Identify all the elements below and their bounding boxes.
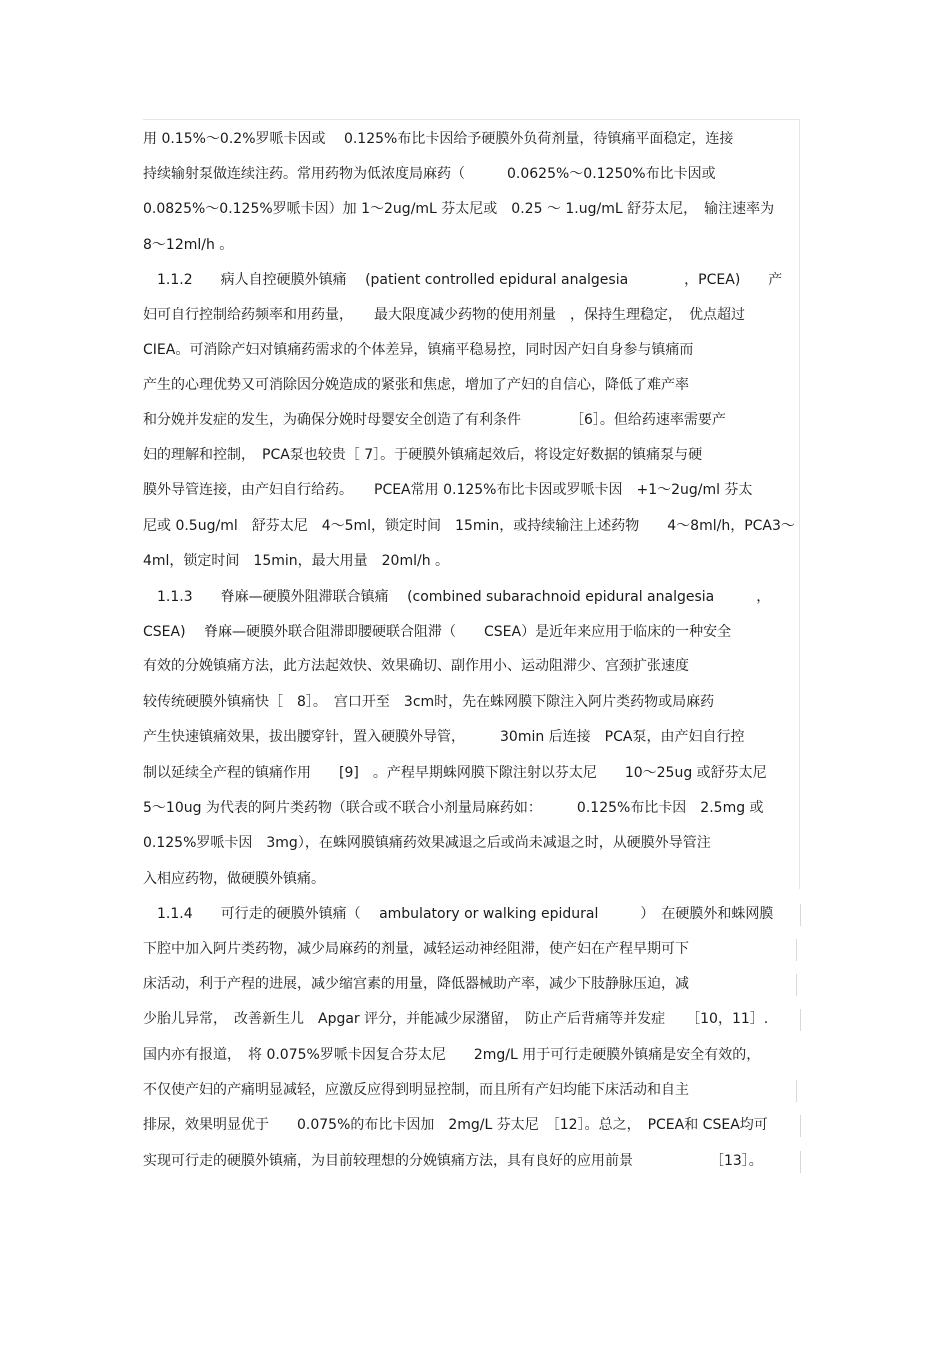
text-line: 0.125%罗哌卡因 3mg），在蛛网膜镇痛药效果减退之后或尚未减退之时，从硬膜外导管注 [143, 835, 711, 851]
text-line: 制以延续全产程的镇痛作用 [9] 。产程早期蛛网膜下隙注射以芬太尼 10～25ug 或舒芬太尼 [143, 765, 767, 781]
text-line: 5～10ug 为代表的阿片类药物（联合或不联合小剂量局麻药如： 0.125%布比卡因 2.5mg 或 [143, 800, 764, 816]
text-line: 床活动，利于产程的进展，减少缩宫素的用量，降低器械助产率，减少下肢静脉压迫，减 [143, 976, 689, 992]
text-line: 0.0825%～0.125%罗哌卡因）加 1～2ug/mL 芬太尼或 0.25 ～ 1.ug/mL 舒芬太尼， 输注速率为 [143, 201, 775, 217]
text-line: 用 0.15%～0.2%罗哌卡因或 0.125%布比卡因给予硬膜外负荷剂量，待镇痛平面稳定，连接 [143, 131, 734, 147]
text-line: CIEA。可消除产妇对镇痛药需求的个体差异，镇痛平稳易控，同时因产妇自身参与镇痛而 [143, 342, 694, 358]
text-line: 较传统硬膜外镇痛快［ 8］。 宫口开至 3cm时，先在蛛网膜下隙注入阿片类药物或局麻药 [143, 694, 715, 710]
line-end-rule [800, 1151, 801, 1173]
text-line: 产生的心理优势又可消除因分娩造成的紧张和焦虑，增加了产妇的自信心，降低了难产率 [143, 377, 689, 393]
line-end-rule [796, 1080, 797, 1102]
text-line: 不仅使产妇的产痛明显减轻，应激反应得到明显控制，而且所有产妇均能下床活动和自主 [143, 1082, 689, 1098]
line-end-rule [796, 974, 797, 996]
text-line: 8～12ml/h 。 [143, 237, 234, 253]
line-end-rule [796, 939, 797, 961]
text-line: 实现可行走的硬膜外镇痛，为目前较理想的分娩镇痛方法，具有良好的应用前景 ［13］。 [143, 1153, 763, 1169]
text-line: 妇可自行控制给药频率和用药量， 最大限度减少药物的使用剂量 ，保持生理稳定， 优点超过 [143, 307, 745, 323]
text-line: 妇的理解和控制， PCA泵也较贵［ 7］。于硬膜外镇痛起效后，将设定好数据的镇痛泵与硬 [143, 447, 703, 463]
text-line: 尼或 0.5ug/ml 舒芬太尼 4～5ml，锁定时间 15min，或持续输注上述药物 4～8ml/h，PCA3～ [143, 518, 795, 534]
section-heading-1-1-2: 1.1.2 病人自控硬膜外镇痛 (patient controlled epidural analgesia ，PCEA) 产 [143, 272, 783, 288]
text-line: 排尿，效果明显优于 0.075%的布比卡因加 2mg/L 芬太尼 ［12］。总之， PCEA和 CSEA均可 [143, 1117, 768, 1133]
section-heading-1-1-3: 1.1.3 脊麻—硬膜外阻滞联合镇痛 (combined subarachnoid epidural analgesia ， [143, 589, 771, 605]
text-line: 持续输射泵做连续注药。常用药物为低浓度局麻药（ 0.0625%～0.1250%布比卡因或 [143, 166, 716, 182]
text-line: 入相应药物，做硬膜外镇痛。 [143, 871, 325, 887]
text-line: 下腔中加入阿片类药物，减少局麻药的剂量，减轻运动神经阻滞，使产妇在产程早期可下 [143, 941, 689, 957]
text-line: 有效的分娩镇痛方法，此方法起效快、效果确切、副作用小、运动阻滞少、宫颈扩张速度 [143, 658, 689, 674]
text-line: CSEA) 脊麻—硬膜外联合阻滞即腰硬联合阻滞（ CSEA）是近年来应用于临床的一种安全 [143, 624, 732, 640]
page-frame-top-border [143, 119, 800, 120]
section-heading-1-1-4: 1.1.4 可行走的硬膜外镇痛（ ambulatory or walking epidural ） 在硬膜外和蛛网膜 [143, 906, 774, 922]
line-end-rule [800, 1009, 801, 1031]
text-line: 产生快速镇痛效果，拔出腰穿针，置入硬膜外导管， 30min 后连接 PCA泵，由产妇自行控 [143, 729, 745, 745]
text-line: 少胎儿异常， 改善新生儿 Apgar 评分，并能减少尿潴留， 防止产后背痛等并发症 ［10，11］. [143, 1011, 769, 1027]
text-line: 国内亦有报道， 将 0.075%罗哌卡因复合芬太尼 2mg/L 用于可行走硬膜外镇痛是安全有效的， [143, 1047, 761, 1063]
text-line: 膜外导管连接，由产妇自行给药。 PCEA常用 0.125%布比卡因或罗哌卡因 +1～2ug/ml 芬太 [143, 482, 753, 498]
line-end-rule [800, 1115, 801, 1137]
line-end-rule [800, 904, 801, 926]
text-line: 4ml，锁定时间 15min，最大用量 20ml/h 。 [143, 553, 450, 569]
text-line: 和分娩并发症的发生，为确保分娩时母婴安全创造了有利条件 ［6］。但给药速率需要产 [143, 412, 726, 428]
